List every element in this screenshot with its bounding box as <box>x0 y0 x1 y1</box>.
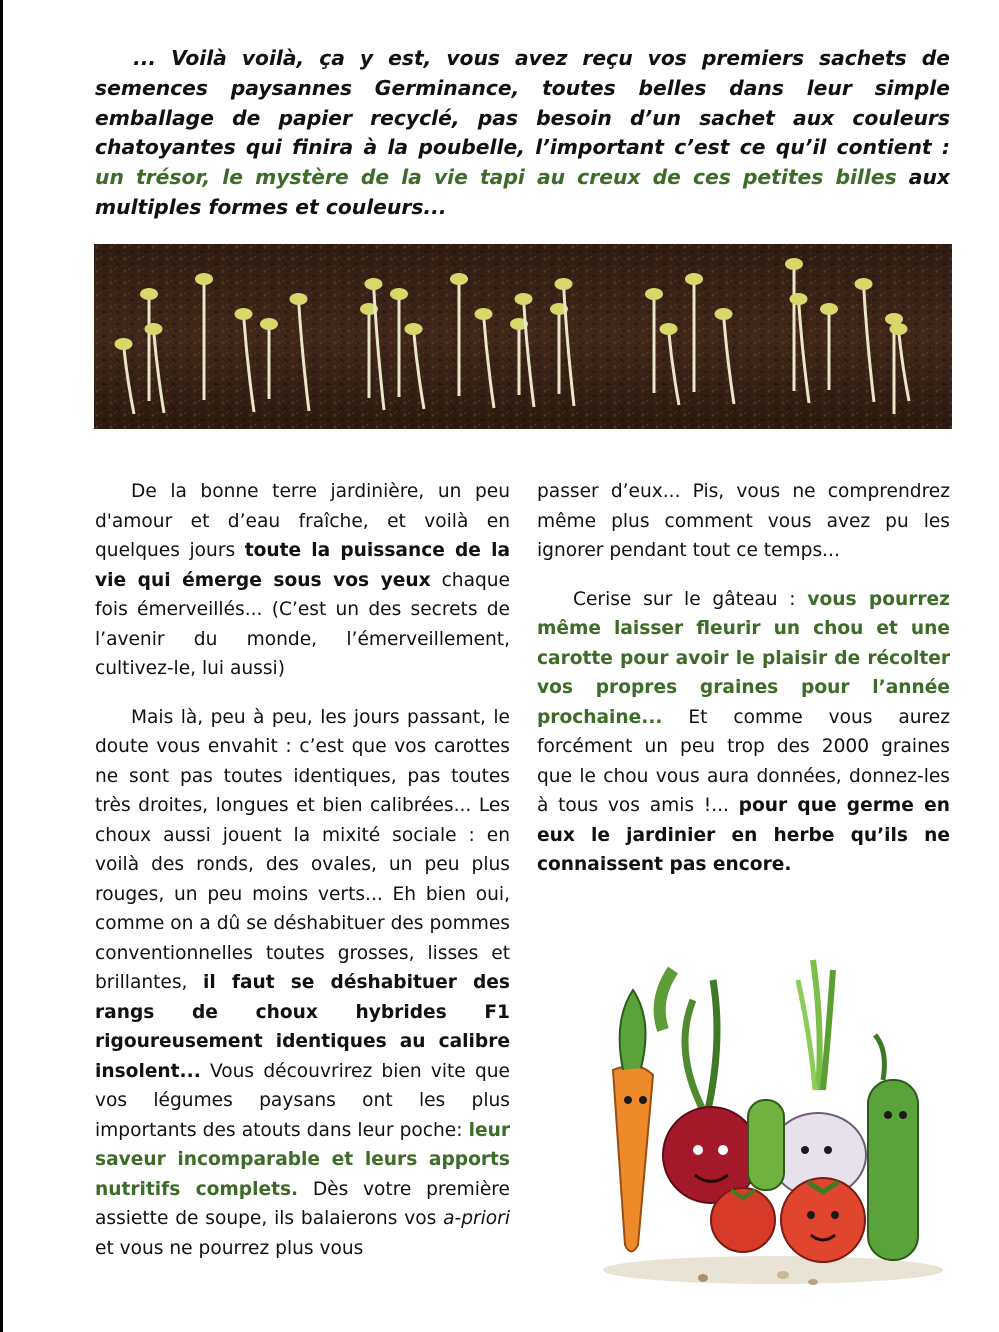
beetroot <box>660 970 759 1203</box>
cucumber <box>868 1035 918 1260</box>
left-column <box>95 477 510 1282</box>
right-column <box>537 477 950 899</box>
tomato-large <box>781 1178 865 1262</box>
seedling-leaf <box>820 303 838 315</box>
seedling-leaf <box>290 293 308 305</box>
text-span: et vous ne pourrez plus vous <box>95 1237 364 1259</box>
seedling-leaf <box>145 323 163 335</box>
seedling-leaf <box>515 293 533 305</box>
right-paragraph-2 <box>537 585 950 880</box>
text-span: chaque fois émerveillés... (C’est un des secrets de l’avenir du monde, l’émerveillement, cultivez-le, lui aussi) <box>95 569 511 679</box>
green-phrase: leur saveur incomparable et leurs apports nutritifs complets. <box>95 1119 510 1200</box>
seedling-leaf <box>475 308 493 320</box>
bold-phrase: toute la puissance de la vie qui émerge sous vos yeux <box>95 540 510 591</box>
green-phrase: vous pourrez même laisser fleurir un chou et une carotte pour avoir le plaisir de récolter vos propres graines pour l’année prochaine... <box>537 588 950 728</box>
seedling-leaf <box>365 278 383 290</box>
text-span: Vous découvrirez bien vite que vos légumes paysans ont les plus importants des atouts dans leur poche: <box>95 1060 510 1141</box>
seedling-leaf <box>855 278 873 290</box>
seedling-leaf <box>195 273 213 285</box>
seedling-leaf <box>115 338 133 350</box>
seedling-leaf <box>660 323 678 335</box>
bold-phrase: il faut se déshabituer des rangs de choux hybrides F1 rigoureusement identiques au calibre insolent... <box>95 972 510 1082</box>
right-paragraph-1: passer d’eux... Pis, vous ne comprendrez même plus comment vous avez pu les ignorer pendant tout ce temps... <box>537 481 950 561</box>
seedling-leaf <box>450 273 468 285</box>
seedling-leaf <box>890 323 908 335</box>
vegetables-illustration <box>583 940 955 1300</box>
seedling-leaf <box>685 273 703 285</box>
page-left-edge <box>0 0 3 1332</box>
intro-text-1: ... Voilà voilà, ça y est, vous avez reçu vos premiers sachets de semences paysannes Germinance, toutes belles dans leur simple emballage de papier recyclé, pas besoin d’un sachet aux couleurs chatoyantes qui finira à la poubelle, l’important c’est ce qu’il contient : <box>95 46 950 160</box>
left-paragraph-1 <box>95 477 510 684</box>
left-paragraph-2 <box>95 703 510 1264</box>
tomato-small <box>711 1188 775 1252</box>
seedling-leaf <box>260 318 278 330</box>
seedling-leaf <box>235 308 253 320</box>
small-cucumber <box>748 1100 784 1190</box>
intro-highlight: un trésor, le mystère de la vie tapi au creux de ces petites billes <box>95 165 897 190</box>
intro-text-2: aux multiples formes et couleurs... <box>95 165 950 219</box>
intro-paragraph <box>95 44 950 223</box>
carrot <box>613 990 653 1252</box>
seedling-leaf <box>555 278 573 290</box>
bold-phrase: pour que germe en eux le jardinier en herbe qu’ils ne connaissent pas encore. <box>537 795 950 875</box>
seedlings-photo <box>94 244 952 429</box>
text-span: Mais là, peu à peu, les jours passant, le doute vous envahit : c’est que vos carottes ne sont pas toutes identiques, pas toutes très droites, longues et bien calibrées... Les choux aussi jouent la mixité sociale : en voilà des ronds, des ovales, un peu plus rouges, un peu moins verts... Eh bien oui, comme on a dû se déshabituer des pommes conventionnelles toutes grosses, lisses et brillantes, <box>95 706 510 993</box>
seedling-leaf <box>790 293 808 305</box>
seedling-leaf <box>785 258 803 270</box>
seedling-leaf <box>645 288 663 300</box>
seedling-leaf <box>405 323 423 335</box>
text-span: Dès votre première assiette de soupe, ils balaierons vos <box>95 1178 510 1229</box>
text-span: Cerise sur le gâteau : <box>573 588 808 610</box>
leek <box>798 960 833 1090</box>
seedling-leaf <box>140 288 158 300</box>
text-span: Et comme vous aurez forcément un peu trop des 2000 graines que le chou vous aura données, donnez-les à tous vos amis !... <box>537 706 950 816</box>
text-span: De la bonne terre jardinière, un peu d'amour et d’eau fraîche, et voilà en quelques jours <box>95 481 510 561</box>
italic-phrase: a-priori <box>443 1208 510 1229</box>
seedling-leaf <box>715 308 733 320</box>
seedling-leaf <box>390 288 408 300</box>
